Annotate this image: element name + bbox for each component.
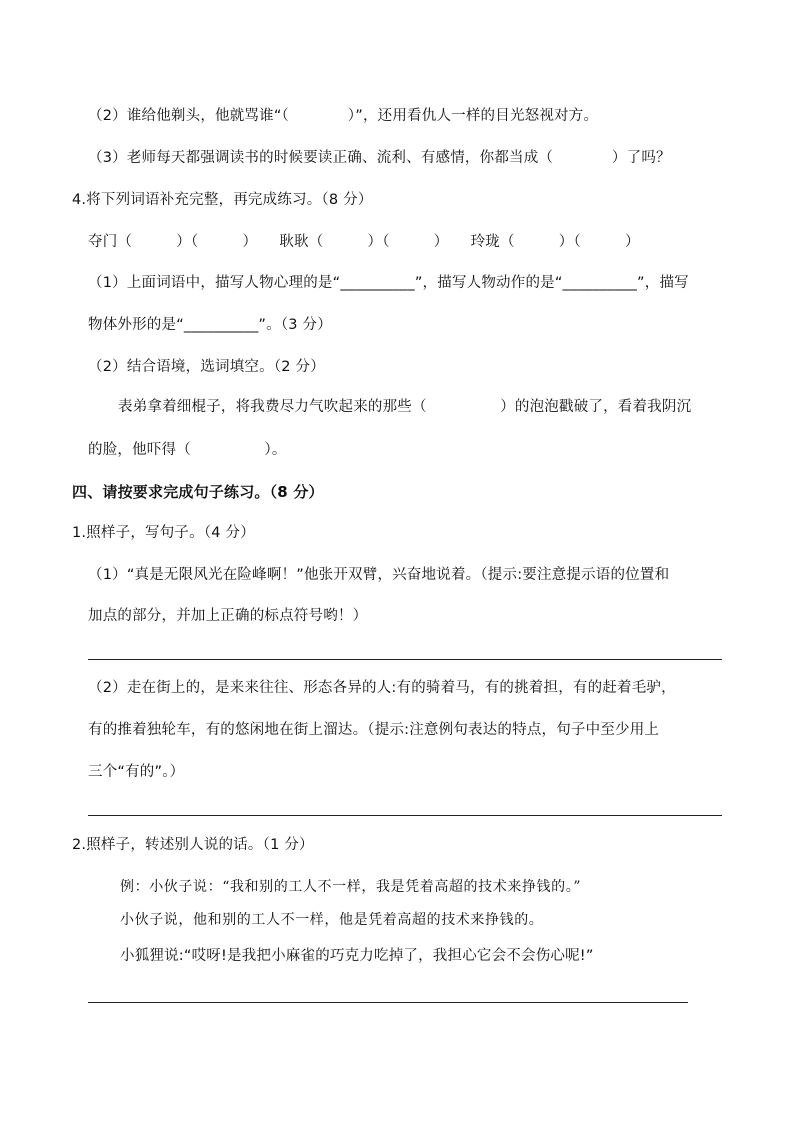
s4-q1-heading: 1.照样子，写句子。（4 分） xyxy=(72,525,255,541)
s4-q1-item-1-line-1: （1）“真是无限风光在险峰啊！”他张开双臂，兴奋地说着。（提示:要注意提示语的位置和 xyxy=(88,567,670,583)
q3-item-2: （2）谁给他剃头，他就骂谁“（ ）”，还用看仇人一样的目光怒视对方。 xyxy=(88,108,599,124)
q4-passage-line-1: 表弟拿着细棍子，将我费尽力气吹起来的那些（ ）的泡泡戳破了，看着我阴沉 xyxy=(118,399,692,415)
s4-q1-item-2-line-3: 三个“有的”。） xyxy=(88,764,185,780)
answer-line-3[interactable] xyxy=(88,1002,688,1003)
s4-q2-example-line-1: 例：小伙子说：“我和别的工人不一样，我是凭着高超的技术来挣钱的。” xyxy=(120,879,582,895)
q4-words-line: 夺门（ ）（ ） 耿耿（ ）（ ） 玲珑（ ）（ ） xyxy=(88,234,640,250)
q3-item-3: （3）老师每天都强调读书的时候要读正确、流利、有感情，你都当成（ ）了吗？ xyxy=(88,150,671,166)
q4-item-1-line-2: 物体外形的是“__________”。（3 分） xyxy=(88,317,332,333)
s4-q1-item-2-line-2: 有的推着独轮车，有的悠闲地在街上溜达。（提示:注意例句表达的特点，句子中至少用上 xyxy=(88,722,660,738)
section-4-heading: 四、请按要求完成句子练习。（8 分） xyxy=(72,483,324,501)
s4-q1-item-1-line-2: 加点的部分，并加上正确的标点符号哟！） xyxy=(88,608,368,624)
q4-item-1-line-1: （1）上面词语中，描写人物心理的是“__________”，描写人物动作的是“__________”，描写 xyxy=(88,275,689,291)
s4-q2-heading: 2.照样子，转述别人说的话。（1 分） xyxy=(72,837,314,853)
q4-item-2-heading: （2）结合语境，选词填空。（2 分） xyxy=(88,359,325,375)
q4-passage-line-2: 的脸，他吓得（ ）。 xyxy=(88,442,287,458)
q4-heading: 4.将下列词语补充完整，再完成练习。（8 分） xyxy=(72,192,373,208)
s4-q2-example-line-2: 小伙子说，他和别的工人不一样，他是凭着高超的技术来挣钱的。 xyxy=(120,912,544,928)
s4-q2-task-sentence: 小狐狸说:“哎呀!是我把小麻雀的巧克力吃掉了，我担心它会不会伤心呢!” xyxy=(120,948,594,964)
answer-line-1[interactable] xyxy=(88,659,722,660)
answer-line-2[interactable] xyxy=(88,815,722,816)
s4-q1-item-2-line-1: （2）走在街上的，是来来往往、形态各异的人:有的骑着马，有的挑着担，有的赶着毛驴， xyxy=(88,680,676,696)
